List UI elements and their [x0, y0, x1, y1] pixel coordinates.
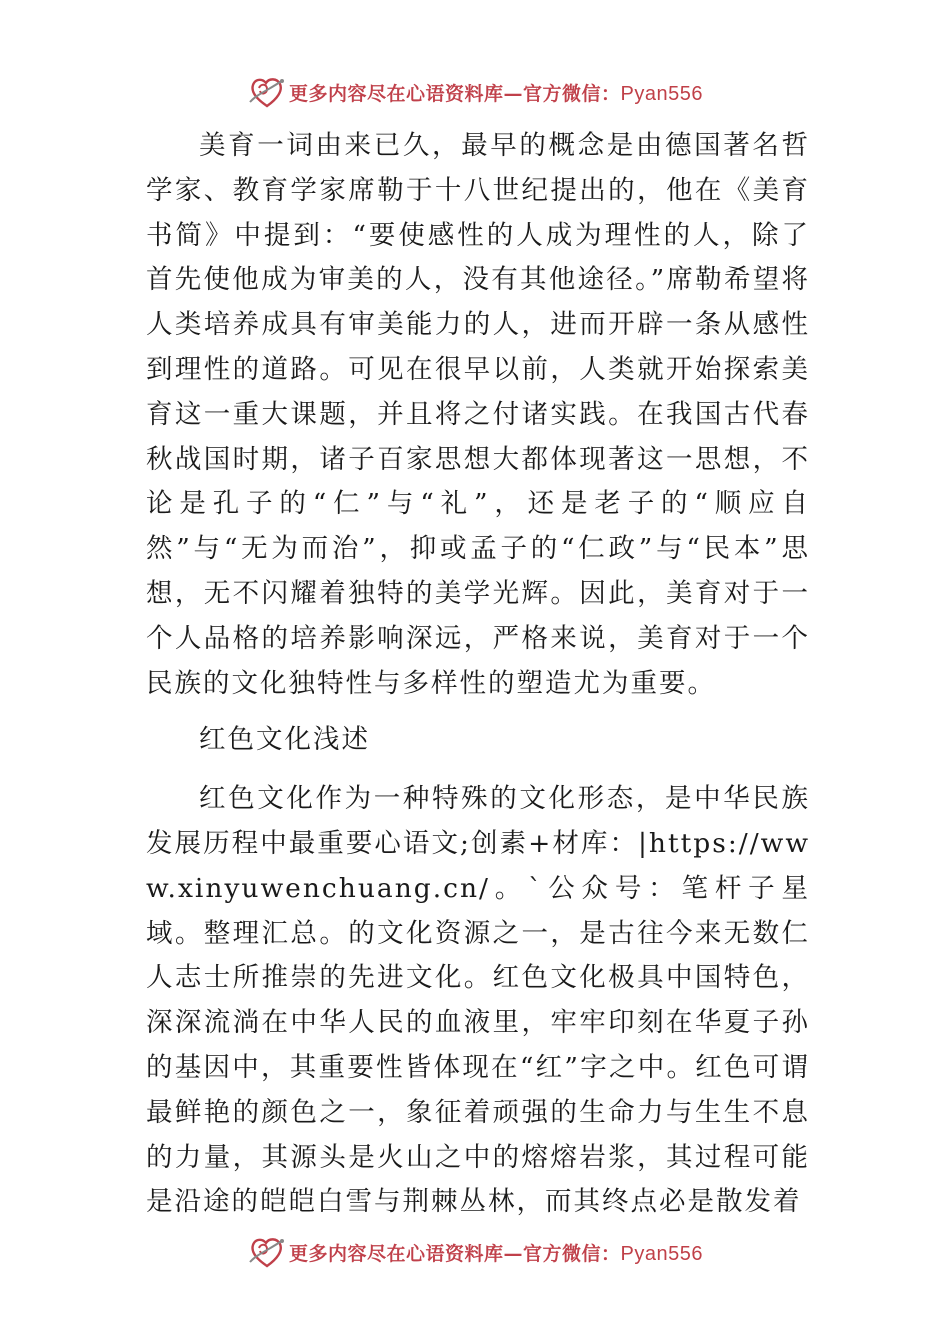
paragraph-red-culture: 红色文化作为一种特殊的文化形态，是中华民族发展历程中最重要心语文;创素+材库：|https://www.xinyuwenchuang.cn/。`公众号：笔杆子星域。整理汇总。的文化资源之一，是古往今来无数仁人志士所推崇的先进文化。红色文化极具中国特色， 深深流淌在中华人民的血液里，牢牢印刻在华夏子孙的基因中，其重要性皆体现在“红”字之中。红色可谓最鲜艳的颜色之一，象征着顽强的生命力与生生不息的力量，其源头是火山之中的熔熔岩浆，其过程可能是沿途的皑皑白雪与荆棘丛林，而其终点必是散发着: [146, 783, 810, 1218]
section-heading-red-culture: 红色文化浅述: [199, 724, 370, 756]
document-body: [146, 124, 810, 1225]
footer-banner-text: [289, 1239, 703, 1266]
heart-swirl-logo-icon: [247, 72, 287, 112]
paragraph-aesthetic-education: 美育一词由来已久，最早的概念是由德国著名哲学家、教育学家席勒于十八世纪提出的，他在《美育书简》中提到：“要使感性的人成为理性的人，除了首先使他成为审美的人，没有其他途径。”席勒希望将人类培养成具有审美能力的人，进而开辟一条从感性到理性的道路。可见在很早以前，人类就开始探索美育这一重大课题，并且将之付诸实践。在我国古代春秋战国时期，诸子百家思想大都体现著这一思想，不论是孔子的“仁”与“礼”，还是老子的“顺应自然”与“无为而治”，抑或孟子的“仁政”与“民本”思想，无不闪耀着独特的美学光辉。因此，美育对于一个人品格的培养影响深远，严格来说，美育对于一个民族的文化独特性与多样性的塑造尤为重要。: [146, 130, 810, 699]
footer-banner-inner: [247, 1232, 703, 1272]
footer-banner: [0, 1230, 950, 1274]
banner-wechat-id: Pyan556: [620, 82, 703, 105]
banner-slogan: 更多内容尽在心语资料库—官方微信：: [289, 1242, 621, 1265]
heart-swirl-logo-icon: [247, 1232, 287, 1272]
banner-slogan: 更多内容尽在心语资料库—官方微信：: [289, 82, 621, 105]
header-banner-text: [289, 79, 703, 106]
banner-wechat-id: Pyan556: [620, 1242, 703, 1265]
header-banner-inner: [247, 72, 703, 112]
header-banner: [0, 70, 950, 114]
